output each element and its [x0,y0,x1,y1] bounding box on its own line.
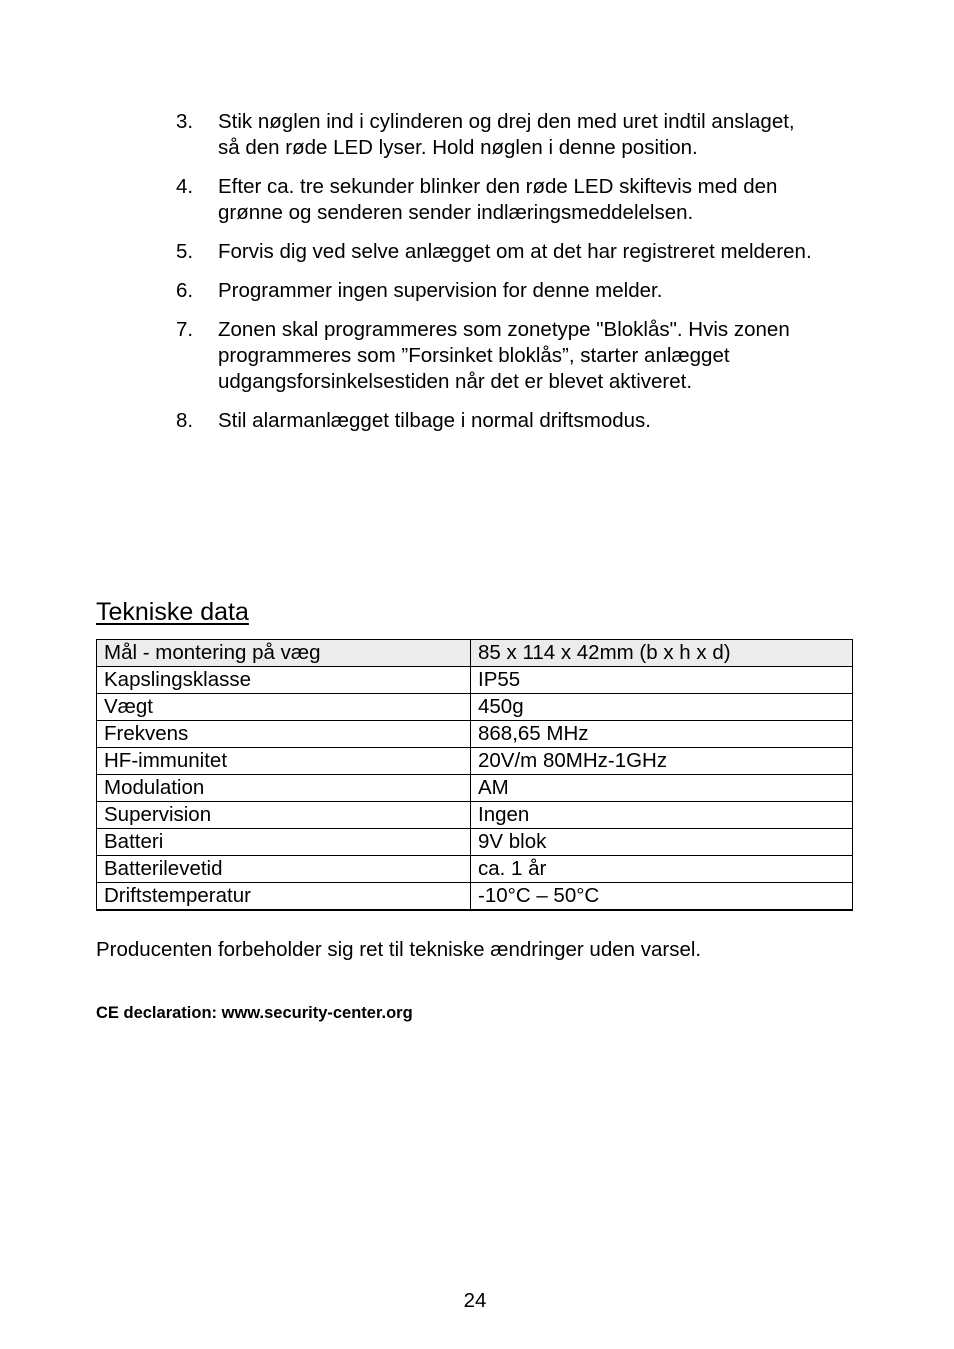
spec-label: Kapslingsklasse [97,667,471,694]
spec-label: Batteri [97,829,471,856]
spec-label: Frekvens [97,721,471,748]
spec-label: Modulation [97,775,471,802]
spec-value: 9V blok [471,829,853,856]
table-row [97,721,853,748]
page-number: 24 [463,1289,487,1312]
spec-label: HF-immunitet [97,748,471,775]
table-row [97,829,853,856]
spec-value: ca. 1 år [471,856,853,883]
step-item [176,278,816,304]
spec-value: 85 x 114 x 42mm (b x h x d) [471,640,853,667]
instruction-steps [176,109,816,447]
ce-declaration: CE declaration: www.security-center.org [96,1004,413,1022]
step-number: 8. [176,409,194,432]
step-text: Efter ca. tre sekunder blinker den røde LED skiftevis med den grønne og senderen sender indlæringsmeddelelsen. [218,175,778,224]
table-row [97,856,853,883]
step-number: 5. [176,240,194,263]
spec-value: -10°C – 50°C [471,883,853,911]
spec-value: Ingen [471,802,853,829]
step-number: 4. [176,175,194,198]
step-item [176,408,816,434]
step-text: Stik nøglen ind i cylinderen og drej den med uret indtil anslaget, så den røde LED lyser. Hold nøglen i denne position. [218,110,795,159]
step-number: 6. [176,279,194,302]
spec-value: AM [471,775,853,802]
table-row [97,883,853,911]
step-item [176,174,816,226]
section-title: Tekniske data [96,598,249,626]
spec-value: 868,65 MHz [471,721,853,748]
disclaimer-text: Producenten forbeholder sig ret til tekniske ændringer uden varsel. [96,938,702,961]
spec-label: Driftstemperatur [97,883,471,911]
step-text: Programmer ingen supervision for denne melder. [218,279,663,302]
step-text: Forvis dig ved selve anlægget om at det har registreret melderen. [218,240,812,263]
step-number: 7. [176,318,194,341]
spec-label: Mål - montering på væg [97,640,471,667]
table-row [97,748,853,775]
table-row [97,775,853,802]
step-item [176,109,816,161]
step-text: Zonen skal programmeres som zonetype "Bloklås". Hvis zonen programmeres som ”Forsinket bloklås”, starter anlægget udgangsforsinkelsestiden når det er blevet aktiveret. [218,318,790,393]
spec-table [96,639,853,911]
spec-label: Batterilevetid [97,856,471,883]
spec-value: IP55 [471,667,853,694]
spec-value: 20V/m 80MHz-1GHz [471,748,853,775]
table-row [97,667,853,694]
spec-label: Vægt [97,694,471,721]
table-row [97,640,853,667]
spec-value: 450g [471,694,853,721]
step-text: Stil alarmanlægget tilbage i normal driftsmodus. [218,409,651,432]
step-item [176,317,816,395]
spec-label: Supervision [97,802,471,829]
table-row [97,802,853,829]
step-item [176,239,816,265]
table-row [97,694,853,721]
step-number: 3. [176,110,194,133]
